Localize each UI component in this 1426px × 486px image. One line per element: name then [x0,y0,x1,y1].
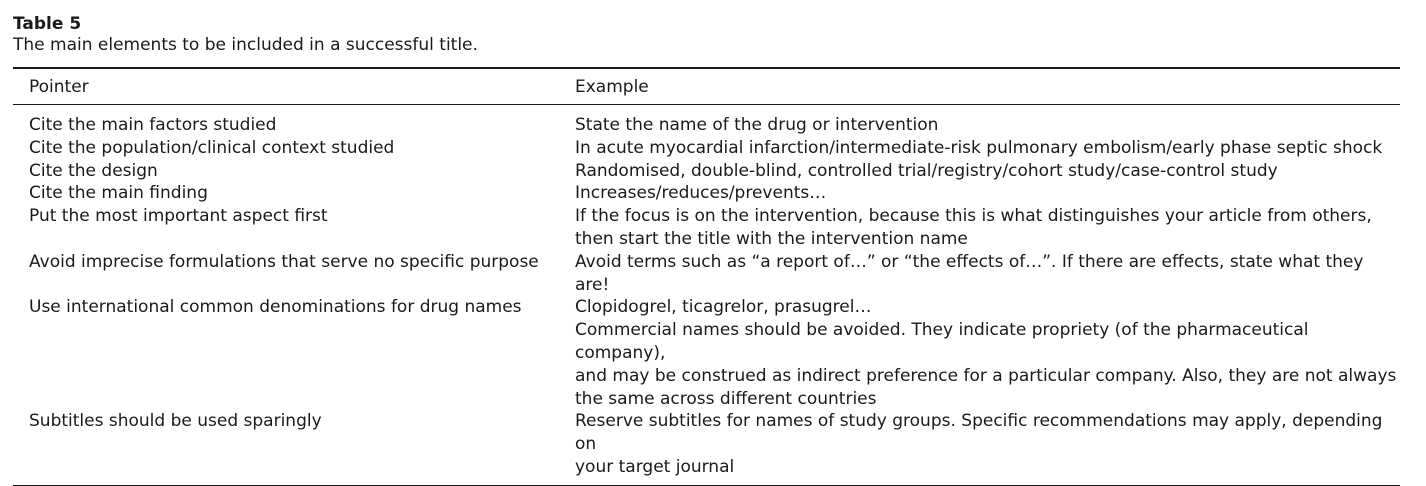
table-row [13,182,1400,205]
example-line: Commercial names should be avoided. They indicate propriety (of the pharmaceutical company), [575,320,1309,363]
table-row [13,251,1400,297]
pointer-cell: Cite the main factors studied [29,115,277,135]
example-line: the same across different countries [575,388,877,409]
example-line: State the name of the drug or intervention [575,115,939,135]
example-line: Avoid terms such as “a report of…” or “the effects of…”. If there are effects, state what they are! [575,251,1364,295]
example-line: Increases/reduces/prevents… [575,183,827,204]
example-line: If the focus is on the intervention, because this is what distinguishes your article from others, [575,206,1372,227]
header-pointer: Pointer [13,68,575,105]
table-header-row [13,68,1400,105]
example-line: In acute myocardial infarction/intermediate-risk pulmonary embolism/early phase septic shock [575,137,1383,158]
table-row [13,160,1400,183]
example-cell [575,105,1400,137]
example-cell [575,205,1400,251]
pointer-cell: Subtitles should be used sparingly [13,410,575,485]
table-label: Table 5 [13,14,82,34]
example-cell [575,137,1400,160]
pointer-cell: Cite the population/clinical context studied [29,137,395,158]
elements-table [13,67,1400,486]
header-example: Example [575,68,1400,105]
example-line: Clopidogrel, ticagrelor, prasugrel… [575,297,872,318]
pointer-cell: Avoid imprecise formulations that serve no specific purpose [29,251,539,272]
example-line: Reserve subtitles for names of study groups. Specific recommendations may apply, depending on [575,411,1383,455]
pointer-cell: Use international common denominations for drug names [29,297,522,318]
example-line: your target journal [575,456,735,477]
example-cell [575,182,1400,205]
example-line: then start the title with the intervention name [575,228,968,249]
pointer-cell: Cite the design [29,160,158,181]
table-row [13,205,1400,251]
table-container [13,14,1400,486]
example-cell [575,251,1400,297]
table-row [13,296,1400,410]
pointer-cell: Put the most important aspect first [29,206,328,227]
table-caption: The main elements to be included in a successful title. [13,35,478,55]
pointer-cell: Cite the main finding [29,183,208,204]
example-cell [575,296,1400,410]
example-line: Randomised, double-blind, controlled trial/registry/cohort study/case-control study [575,160,1278,181]
table-row [13,105,1400,137]
table-row [13,137,1400,160]
example-line: and may be construed as indirect preference for a particular company. Also, they are not always [575,365,1397,386]
example-cell [575,160,1400,183]
